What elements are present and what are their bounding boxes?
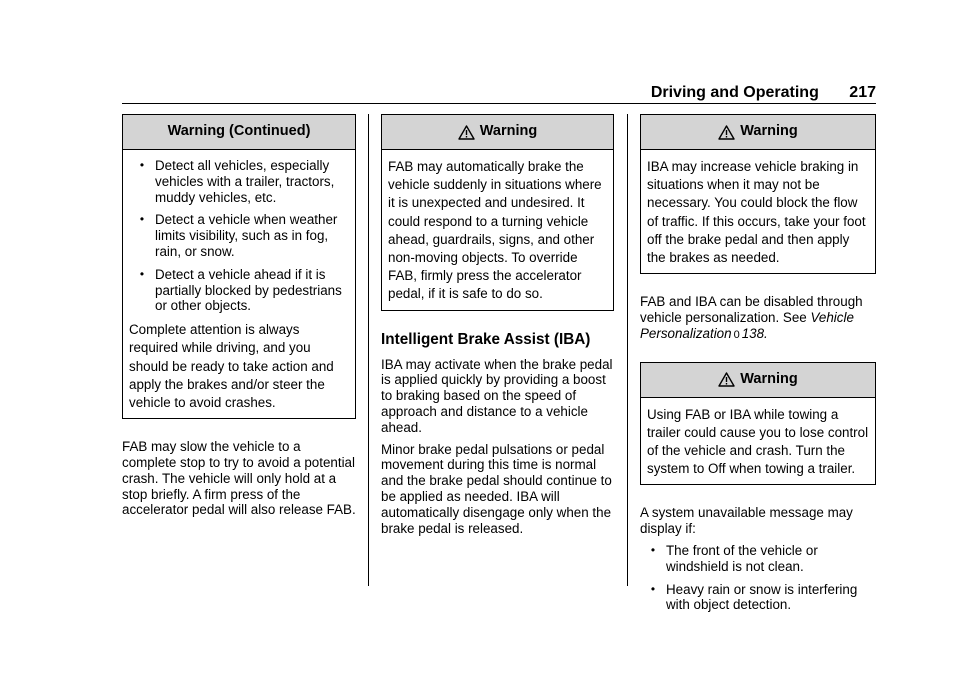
- column-1: [122, 114, 356, 518]
- unavailable-paragraph: A system unavailable message may display if:: [640, 505, 853, 537]
- warning-title: Warning: [479, 123, 538, 140]
- list-item: [129, 267, 349, 314]
- warning-box-header: [641, 115, 875, 150]
- list-item: [129, 158, 349, 205]
- page-number: 217: [849, 84, 876, 101]
- iba-paragraph-2: Minor brake pedal pulsations or pedal movement during this time is normal and the brake pedal should continue to be applied as needed. IBA will automatically disengage only when the brake pedal is released.: [381, 441, 612, 536]
- warning-box-title: Warning (Continued): [123, 115, 355, 150]
- list-item: [640, 543, 876, 575]
- bullet-symbol: •: [650, 543, 656, 558]
- list-item-text: Heavy rain or snow is interfering with object detection.: [666, 581, 858, 613]
- column-2: [381, 114, 614, 536]
- warning-text: FAB may automatically brake the vehicle suddenly in situations where it is unexpected and undesired. It could respond to a turning vehicle ahead, guardrails, signs, and other non-moving objects. To override FAB, firmly press the accelerator pedal, if it is safe to do so.: [388, 159, 602, 302]
- list-item: [129, 212, 349, 259]
- warning-box-fab: [381, 114, 614, 311]
- column-divider-1: [368, 114, 369, 586]
- warning-triangle-icon: [718, 372, 735, 387]
- list-item-text: Detect all vehicles, especially vehicles with a trailer, tractors, muddy vehicles, etc.: [155, 158, 335, 205]
- page-reference-icon: 0: [733, 328, 740, 341]
- list-item-text: Detect a vehicle ahead if it is partially blocked by pedestrians or other objects.: [155, 266, 342, 314]
- warning-title: Warning: [740, 370, 798, 387]
- column-3: [640, 114, 876, 620]
- bullet-symbol: •: [139, 158, 145, 172]
- warning-text: IBA may increase vehicle braking in situations when it may not be necessary. You could block the flow of traffic. If this occurs, take your foot off the brake pedal and then apply the brakes as needed.: [647, 159, 866, 266]
- warning-continued-box: [122, 114, 356, 419]
- unavailable-bullet-list: [640, 543, 876, 613]
- bullet-symbol: •: [139, 212, 145, 227]
- warning-bullet-list: [129, 158, 349, 314]
- list-item-text: Detect a vehicle when weather limits visibility, such as in fog, rain, or snow.: [155, 212, 338, 259]
- warning-box-header: [382, 115, 613, 150]
- warning-title: Warning: [740, 123, 798, 140]
- disable-paragraph: [640, 294, 876, 343]
- header-rule: [122, 103, 876, 104]
- disable-text: FAB and IBA can be disabled through vehicle personalization. See: [640, 294, 863, 326]
- warning-triangle-icon: [458, 125, 475, 140]
- warning-box-header: [641, 363, 875, 398]
- column-divider-2: [627, 114, 628, 586]
- vehicle-personalization-link[interactable]: Vehicle Personalization: [640, 310, 854, 341]
- list-item: [640, 582, 876, 614]
- bullet-symbol: •: [139, 266, 145, 281]
- list-item-text: The front of the vehicle or windshield is not clean.: [666, 543, 818, 574]
- bullet-symbol: •: [650, 581, 656, 596]
- fab-stop-paragraph: FAB may slow the vehicle to a complete stop to try to avoid a potential crash. The vehicle will only hold at a stop briefly. A firm press of the accelerator pedal will also release FAB.: [122, 439, 356, 518]
- section-title: Driving and Operating: [650, 84, 819, 101]
- page-header: [122, 84, 876, 102]
- warning-box-towing: [640, 362, 876, 486]
- page-reference[interactable]: 138.: [741, 325, 768, 341]
- warning-box-iba: [640, 114, 876, 274]
- warning-triangle-icon: [718, 125, 735, 140]
- warning-text: Using FAB or IBA while towing a trailer could cause you to lose control of the vehicle and crash. Turn the system to Off when towing a trailer.: [647, 406, 869, 477]
- iba-section-heading: Intelligent Brake Assist (IBA): [381, 330, 591, 348]
- iba-paragraph-1: IBA may activate when the brake pedal is applied quickly by providing a boost to braking based on the speed of approach and distance to a vehicle ahead.: [381, 356, 613, 435]
- warning-box-text: Complete attention is always required while driving, and you should be ready to take action and apply the brakes and/or steer the vehicle to avoid crashes.: [129, 322, 334, 410]
